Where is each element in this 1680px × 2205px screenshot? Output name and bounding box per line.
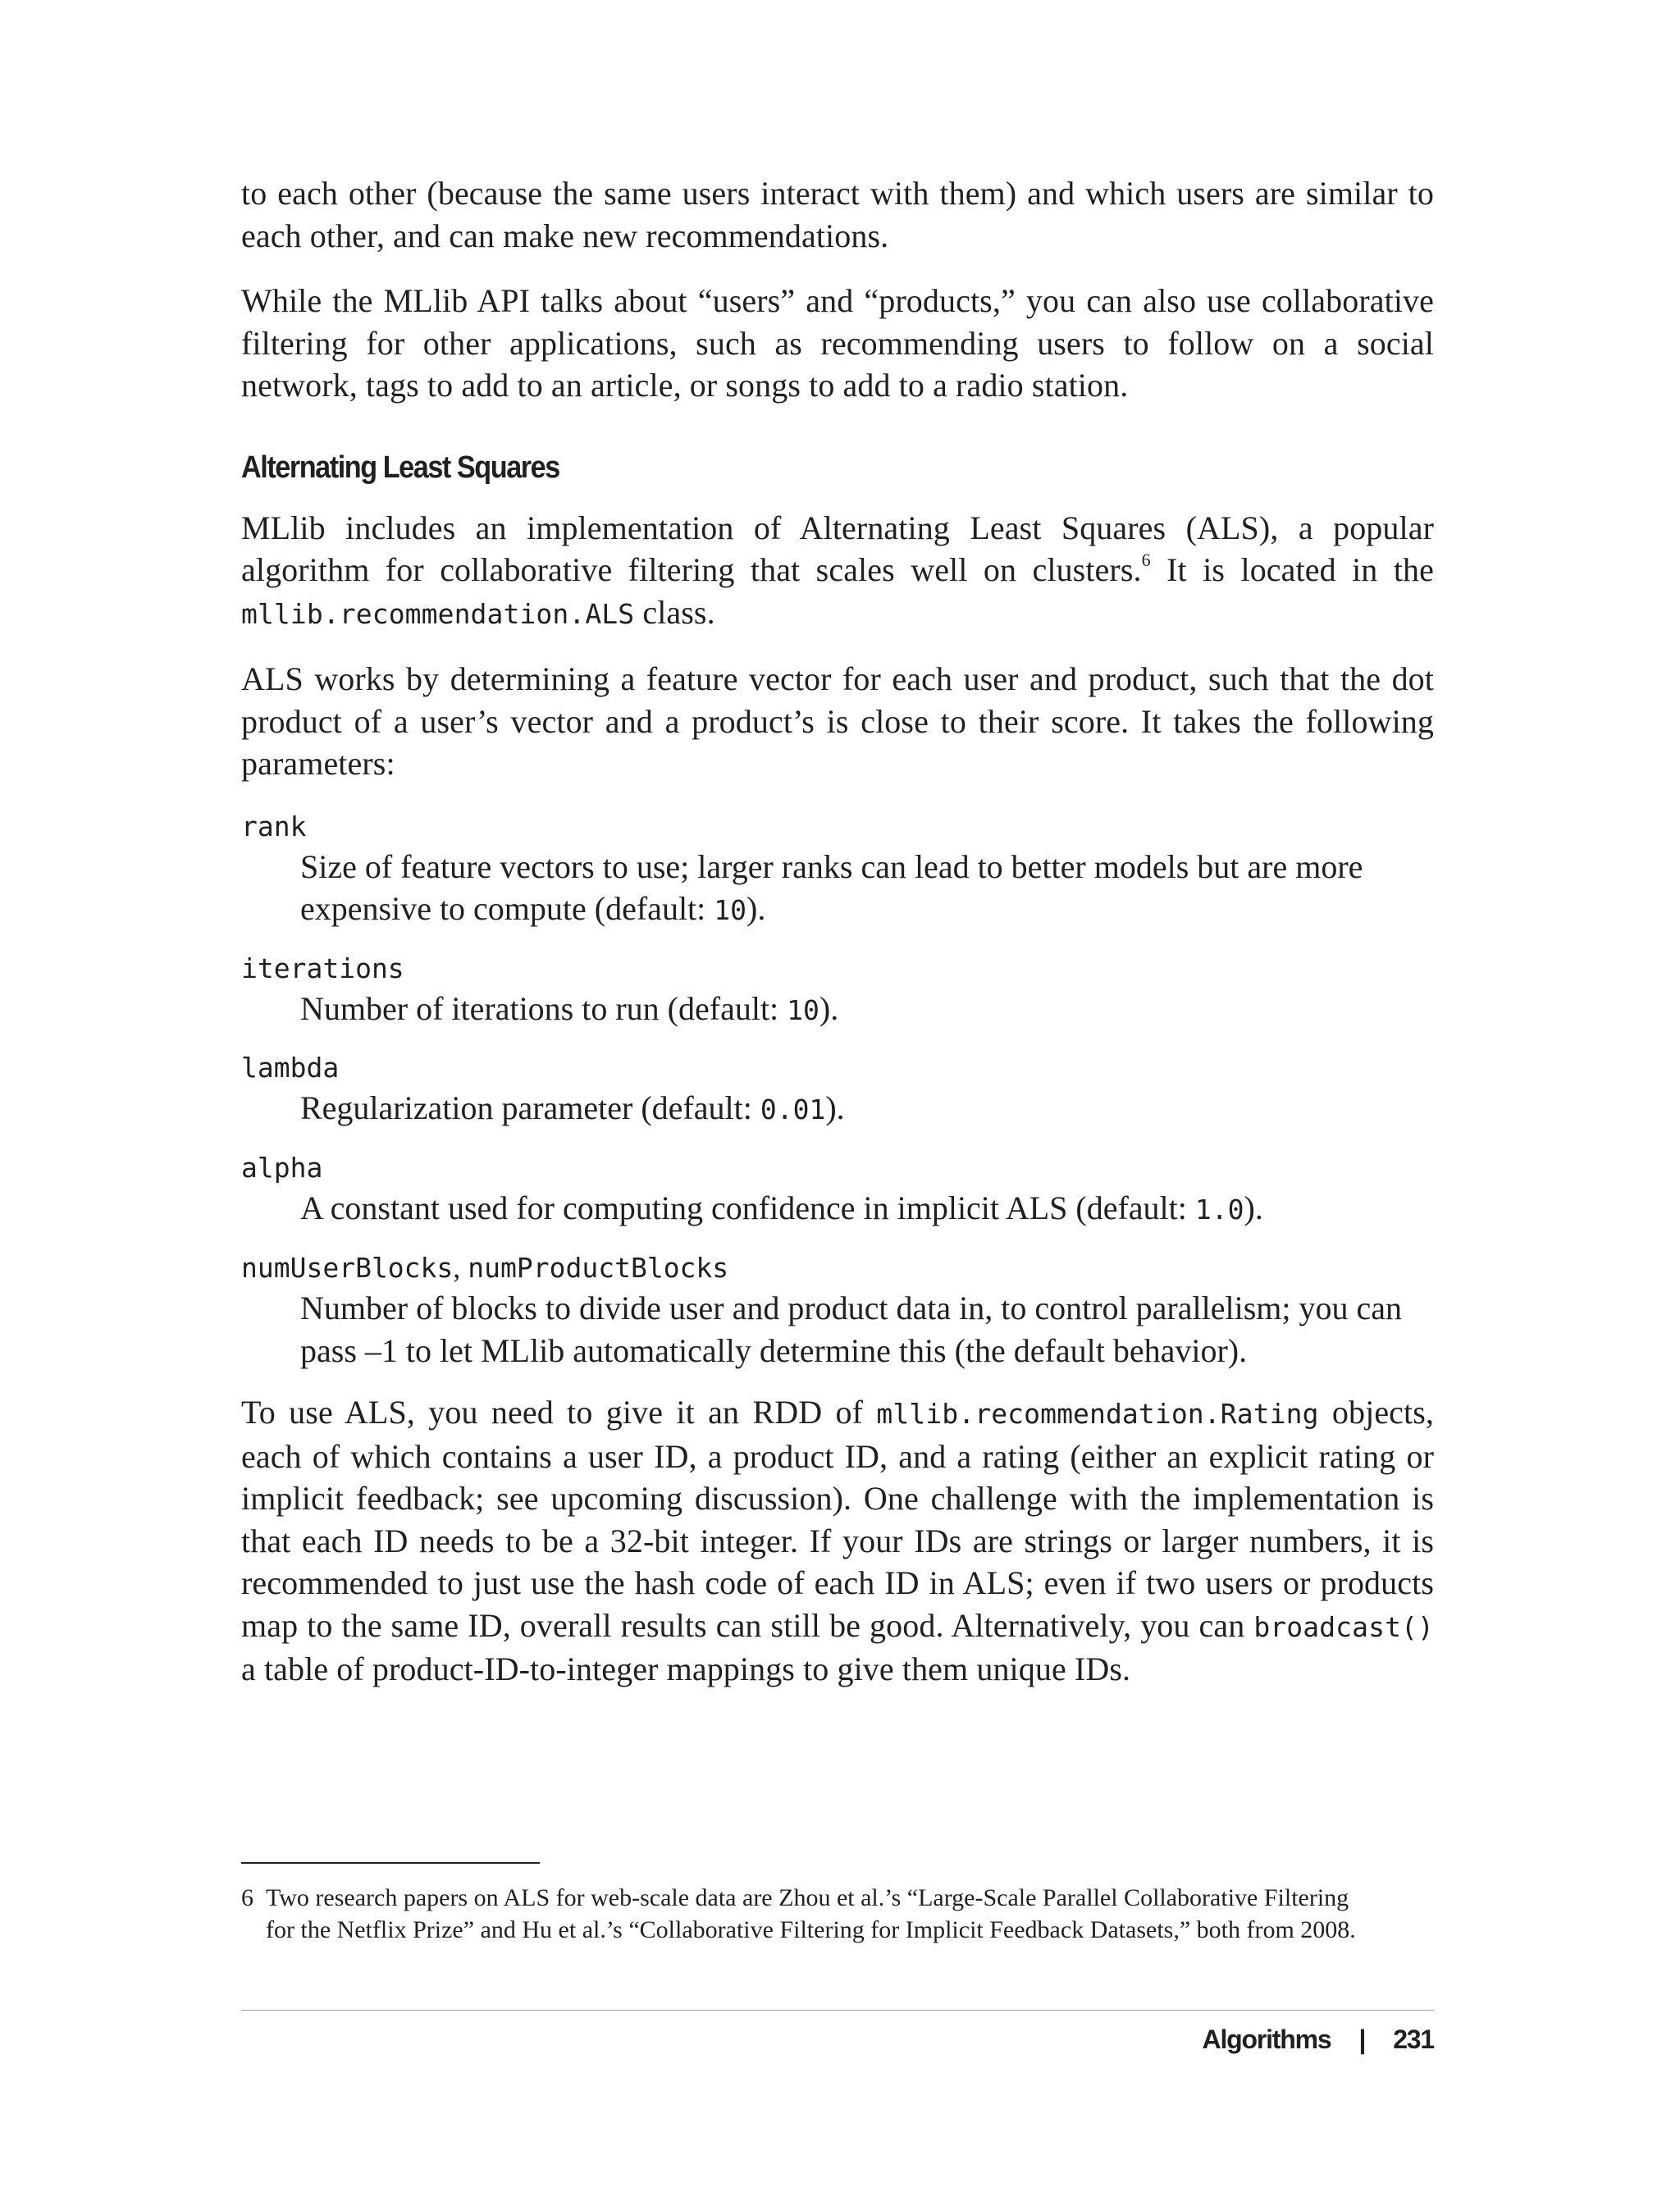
footnote [241, 1882, 1434, 1946]
als-intro-text: MLlib includes an implementation of Alternating Least Squares (ALS), a popular algorithm for collaborative filtering that scales well on clusters. [241, 509, 1434, 588]
broadcast-code: broadcast() [1253, 1610, 1434, 1643]
paragraph-continuation: to each other (because the same users interact with them) and which users are similar to each other, and can make new recommendations. [241, 175, 1434, 254]
param-desc-blocks: Number of blocks to divide user and product data in, to control parallelism; you can pass –1 to let MLlib automatically determine this (the default behavior). [300, 1290, 1402, 1369]
body-text [241, 172, 1434, 1714]
page-number: 231 [1393, 2025, 1434, 2054]
param-term-product-blocks: numProductBlocks [468, 1252, 729, 1284]
footnote-text-line1: Two research papers on ALS for web-scale data are Zhou et al.’s “Large-Scale Parallel Collaborative Filtering [266, 1884, 1349, 1911]
param-term-iterations: iterations [241, 952, 404, 984]
footnote-number: 6 [241, 1884, 253, 1911]
param-term-rank: rank [241, 810, 307, 842]
param-default-value: 1.0 [1194, 1193, 1244, 1226]
footnote-divider [241, 1862, 540, 1864]
param-desc-end: ). [825, 1089, 845, 1126]
using-als-text-b: objects, each of which contains a user ID, a product ID, and a rating (either an explicit rating or implicit feedback; see upcoming discussion). One challenge with the implementation is that each ID needs to be a 32-bit integer. If your IDs are strings or larger numbers, it is recommended to just use the hash code of each ID in ALS; even if two users or products map to the same ID, overall results can still be good. Alternatively, you can [241, 1394, 1435, 1644]
chapter-title: Algorithms [1202, 2025, 1331, 2054]
footnote-reference[interactable]: 6 [1141, 550, 1151, 570]
param-term-lambda: lambda [241, 1052, 340, 1084]
param-term-blocks [241, 1249, 1434, 1287]
param-desc-text: Regularization parameter (default: [300, 1089, 760, 1126]
param-desc-alpha [300, 1187, 1434, 1231]
footer-divider [241, 2010, 1434, 2011]
param-desc-text: Number of iterations to run (default: [300, 989, 788, 1027]
paragraph-using-als [241, 1391, 1434, 1691]
als-class-code: mllib.recommendation.ALS [241, 597, 635, 630]
param-default-value: 10 [714, 894, 747, 926]
running-footer [1203, 2021, 1434, 2057]
param-desc-iterations [300, 988, 1434, 1032]
paragraph-als-works: ALS works by determining a feature vector for each user and product, such that the dot product of a user’s vector and a product’s is close to their score. It takes the following parameters: [241, 660, 1434, 782]
param-default-value: 0.01 [760, 1093, 826, 1125]
param-term-alpha: alpha [241, 1151, 323, 1184]
als-intro-text-c: class. [634, 593, 715, 631]
paragraph-mllib-api: While the MLlib API talks about “users” and “products,” you can also use collaborative filtering for other applications, such as recommending users to follow on a social network, tags to add to an article, or songs to add to a radio station. [241, 282, 1434, 404]
param-term-separator: , [453, 1251, 468, 1284]
footer-separator: | [1358, 2025, 1366, 2054]
param-desc-end: ). [1244, 1189, 1263, 1226]
param-desc-text: A constant used for computing confidence in implicit ALS (default: [300, 1189, 1195, 1226]
rating-class-code: mllib.recommendation.Rating [876, 1398, 1319, 1430]
param-desc-text: Size of feature vectors to use; larger ranks can lead to better models but are more expensive to compute (default: [300, 847, 1363, 927]
param-default-value: 10 [787, 993, 819, 1026]
paragraph-als-intro [241, 507, 1434, 636]
param-desc-lambda [300, 1087, 1434, 1131]
param-desc-end: ). [819, 989, 839, 1027]
param-desc-rank [300, 846, 1434, 932]
using-als-text-a: To use ALS, you need to give it an RDD of [241, 1394, 877, 1431]
als-intro-text-b: It is located in the [1150, 551, 1434, 588]
using-als-text-c: a table of product-ID-to-integer mappings to give them unique IDs. [241, 1650, 1131, 1687]
param-desc-end: ). [746, 890, 766, 927]
footnote-text-line2: for the Netflix Prize” and Hu et al.’s “Collaborative Filtering for Implicit Feedback Datasets,” both from 2008. [266, 1916, 1356, 1943]
section-heading: Alternating Least Squares [241, 450, 559, 485]
parameter-list [241, 808, 1434, 1372]
param-term-user-blocks: numUserBlocks [241, 1252, 454, 1284]
